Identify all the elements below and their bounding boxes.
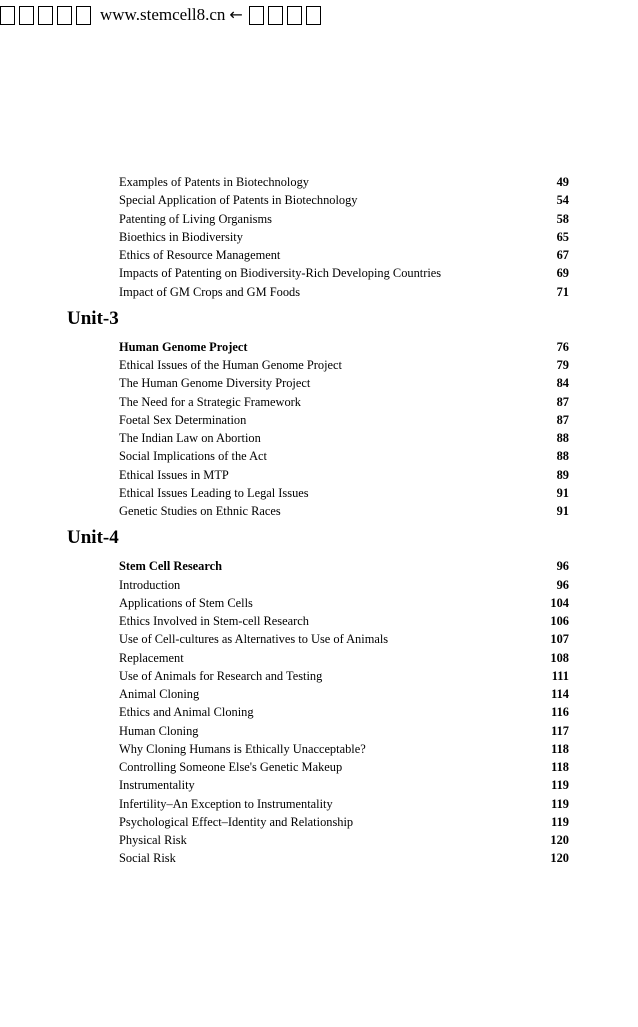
toc-entry[interactable] <box>119 576 569 594</box>
toc-entry-page-number: 87 <box>556 394 569 409</box>
toc-entry-page-number: 117 <box>551 723 569 738</box>
watermark-banner <box>0 4 325 26</box>
toc-entry-title: Human Cloning <box>119 723 199 738</box>
toc-entry-page-number: 120 <box>550 851 569 866</box>
toc-entry-title: Human Genome Project <box>119 339 248 354</box>
toc-entry[interactable] <box>119 502 569 520</box>
toc-entry[interactable] <box>119 210 569 228</box>
toc-entry-title: Use of Cell-cultures as Alternatives to Use of Animals <box>119 632 389 647</box>
toc-entry[interactable] <box>119 776 569 794</box>
toc-entry[interactable] <box>119 722 569 740</box>
missing-glyph-icon <box>38 6 53 25</box>
toc-entry[interactable] <box>119 594 569 612</box>
toc-entry-page-number: 49 <box>556 175 569 189</box>
missing-glyph-icon <box>306 6 321 25</box>
missing-glyph-icon <box>268 6 283 25</box>
toc-entry-page-number: 96 <box>556 577 569 592</box>
toc-entry-page-number: 106 <box>550 614 569 628</box>
toc-entry-title: Impact of GM Crops and GM Foods <box>119 284 301 299</box>
toc-entry-page-number: 111 <box>551 668 569 683</box>
toc-entry-page-number: 108 <box>550 650 569 665</box>
toc-entry[interactable] <box>119 191 569 209</box>
toc-entry[interactable] <box>119 813 569 831</box>
toc-entry-title: Bioethics in Biodiversity <box>119 229 243 244</box>
toc-entry[interactable] <box>119 849 569 867</box>
toc-entry-page-number: 116 <box>551 705 569 720</box>
toc-entry[interactable] <box>119 173 569 191</box>
toc-entry-page-number: 58 <box>556 211 569 226</box>
toc-entry-page-number: 107 <box>550 632 569 647</box>
toc-entry-title: Social Risk <box>119 851 176 866</box>
toc-entry[interactable] <box>119 429 569 447</box>
toc-entry[interactable] <box>119 630 569 648</box>
toc-entry-title: The Need for a Strategic Framework <box>119 394 301 409</box>
toc-entry[interactable] <box>119 393 569 411</box>
toc-entry-page-number: 91 <box>556 504 569 518</box>
toc-entry[interactable] <box>119 831 569 849</box>
toc-entry[interactable] <box>119 685 569 703</box>
toc-entry-title: Use of Animals for Research and Testing <box>119 668 323 683</box>
toc-entry[interactable] <box>119 795 569 813</box>
toc-entry-title: Ethical Issues Leading to Legal Issues <box>119 485 309 500</box>
toc-entry-page-number: 54 <box>556 193 569 208</box>
toc-entry[interactable] <box>119 466 569 484</box>
toc-entry-page-number: 76 <box>556 339 569 354</box>
missing-glyph-icon <box>0 6 15 25</box>
toc-entry-page-number: 119 <box>551 796 569 811</box>
toc-chapter-entry[interactable] <box>119 557 569 575</box>
watermark-url: www.stemcell8.cn <box>100 5 226 24</box>
toc-entry[interactable] <box>119 447 569 465</box>
toc-entry[interactable] <box>119 283 569 301</box>
toc-entry[interactable] <box>119 703 569 721</box>
toc-entry-page-number: 84 <box>556 376 569 391</box>
toc-entry-page-number: 79 <box>556 358 569 372</box>
toc-entry-title: Special Application of Patents in Biotechnology <box>119 193 358 208</box>
toc-entry-title: Psychological Effect–Identity and Relationship <box>119 814 354 829</box>
toc-entry-title: Infertility–An Exception to Instrumentality <box>119 796 333 811</box>
missing-glyph-icon <box>19 6 34 25</box>
toc-entry-page-number: 119 <box>551 814 569 829</box>
toc-entry-title: Instrumentality <box>119 778 195 793</box>
toc-entry-title: The Indian Law on Abortion <box>119 431 261 445</box>
toc-entry-page-number: 114 <box>551 687 569 701</box>
toc-entry-page-number: 89 <box>556 467 569 482</box>
toc-entry-page-number: 69 <box>556 266 569 281</box>
toc-entry[interactable] <box>119 264 569 282</box>
toc-entry-page-number: 96 <box>556 559 569 574</box>
toc-entry-page-number: 65 <box>556 229 569 244</box>
toc-entry-title: Ethics and Animal Cloning <box>119 705 254 720</box>
toc-entry-page-number: 88 <box>556 431 569 445</box>
toc-entry-title: The Human Genome Diversity Project <box>119 376 311 391</box>
missing-glyph-icon <box>57 6 72 25</box>
toc-entry-title: Animal Cloning <box>119 687 200 701</box>
toc-entry[interactable] <box>119 374 569 392</box>
toc-entry-page-number: 119 <box>551 778 569 793</box>
toc-entry-page-number: 67 <box>556 248 569 262</box>
toc-entry-page-number: 104 <box>550 595 569 610</box>
toc-entry[interactable] <box>119 356 569 374</box>
toc-entry-title: Introduction <box>119 577 181 592</box>
toc-entry[interactable] <box>119 411 569 429</box>
toc-entry-page-number: 118 <box>551 741 569 756</box>
missing-glyph-icon <box>249 6 264 25</box>
toc-entry-title: Why Cloning Humans is Ethically Unacceptable? <box>119 741 366 756</box>
toc-chapter-entry[interactable] <box>119 338 569 356</box>
toc-entry[interactable] <box>119 246 569 264</box>
toc-entry[interactable] <box>119 612 569 630</box>
missing-glyph-icon <box>287 6 302 25</box>
toc-entry-page-number: 88 <box>556 449 569 464</box>
toc-entry-title: Examples of Patents in Biotechnology <box>119 175 309 189</box>
toc-entry-title: Applications of Stem Cells <box>119 595 253 610</box>
toc-entry[interactable] <box>119 740 569 758</box>
toc-entry-page-number: 91 <box>556 485 569 500</box>
missing-glyph-icon <box>76 6 91 25</box>
toc-entry-title: Ethics Involved in Stem-cell Research <box>119 614 309 628</box>
unit-heading: Unit-4 <box>67 527 119 549</box>
toc-entry-page-number: 87 <box>556 412 569 427</box>
toc-entry[interactable] <box>119 758 569 776</box>
toc-entry-title: Replacement <box>119 650 184 665</box>
toc-entry-title: Impacts of Patenting on Biodiversity-Rich Developing Countries <box>119 266 442 281</box>
toc-entry-title: Patenting of Living Organisms <box>119 211 272 226</box>
toc-entry[interactable] <box>119 228 569 246</box>
toc-entry[interactable] <box>119 484 569 502</box>
unit-heading: Unit-3 <box>67 307 119 329</box>
left-arrow-icon: ← <box>229 5 243 24</box>
toc-entry-title: Ethics of Resource Management <box>119 248 281 262</box>
toc-entry-title: Ethical Issues in MTP <box>119 467 229 482</box>
toc-entry-page-number: 118 <box>551 760 569 774</box>
toc-entry[interactable] <box>119 667 569 685</box>
toc-entry-title: Ethical Issues of the Human Genome Project <box>119 358 342 372</box>
toc-entry-title: Controlling Someone Else's Genetic Makeup <box>119 760 343 774</box>
toc-entry-title: Stem Cell Research <box>119 559 222 574</box>
toc-entry-title: Social Implications of the Act <box>119 449 267 464</box>
toc-entry-title: Foetal Sex Determination <box>119 412 247 427</box>
toc-entry-page-number: 71 <box>556 284 569 299</box>
toc-entry[interactable] <box>119 649 569 667</box>
toc-entry-title: Physical Risk <box>119 833 187 847</box>
toc-entry-title: Genetic Studies on Ethnic Races <box>119 504 281 518</box>
toc-entry-page-number: 120 <box>550 833 569 847</box>
